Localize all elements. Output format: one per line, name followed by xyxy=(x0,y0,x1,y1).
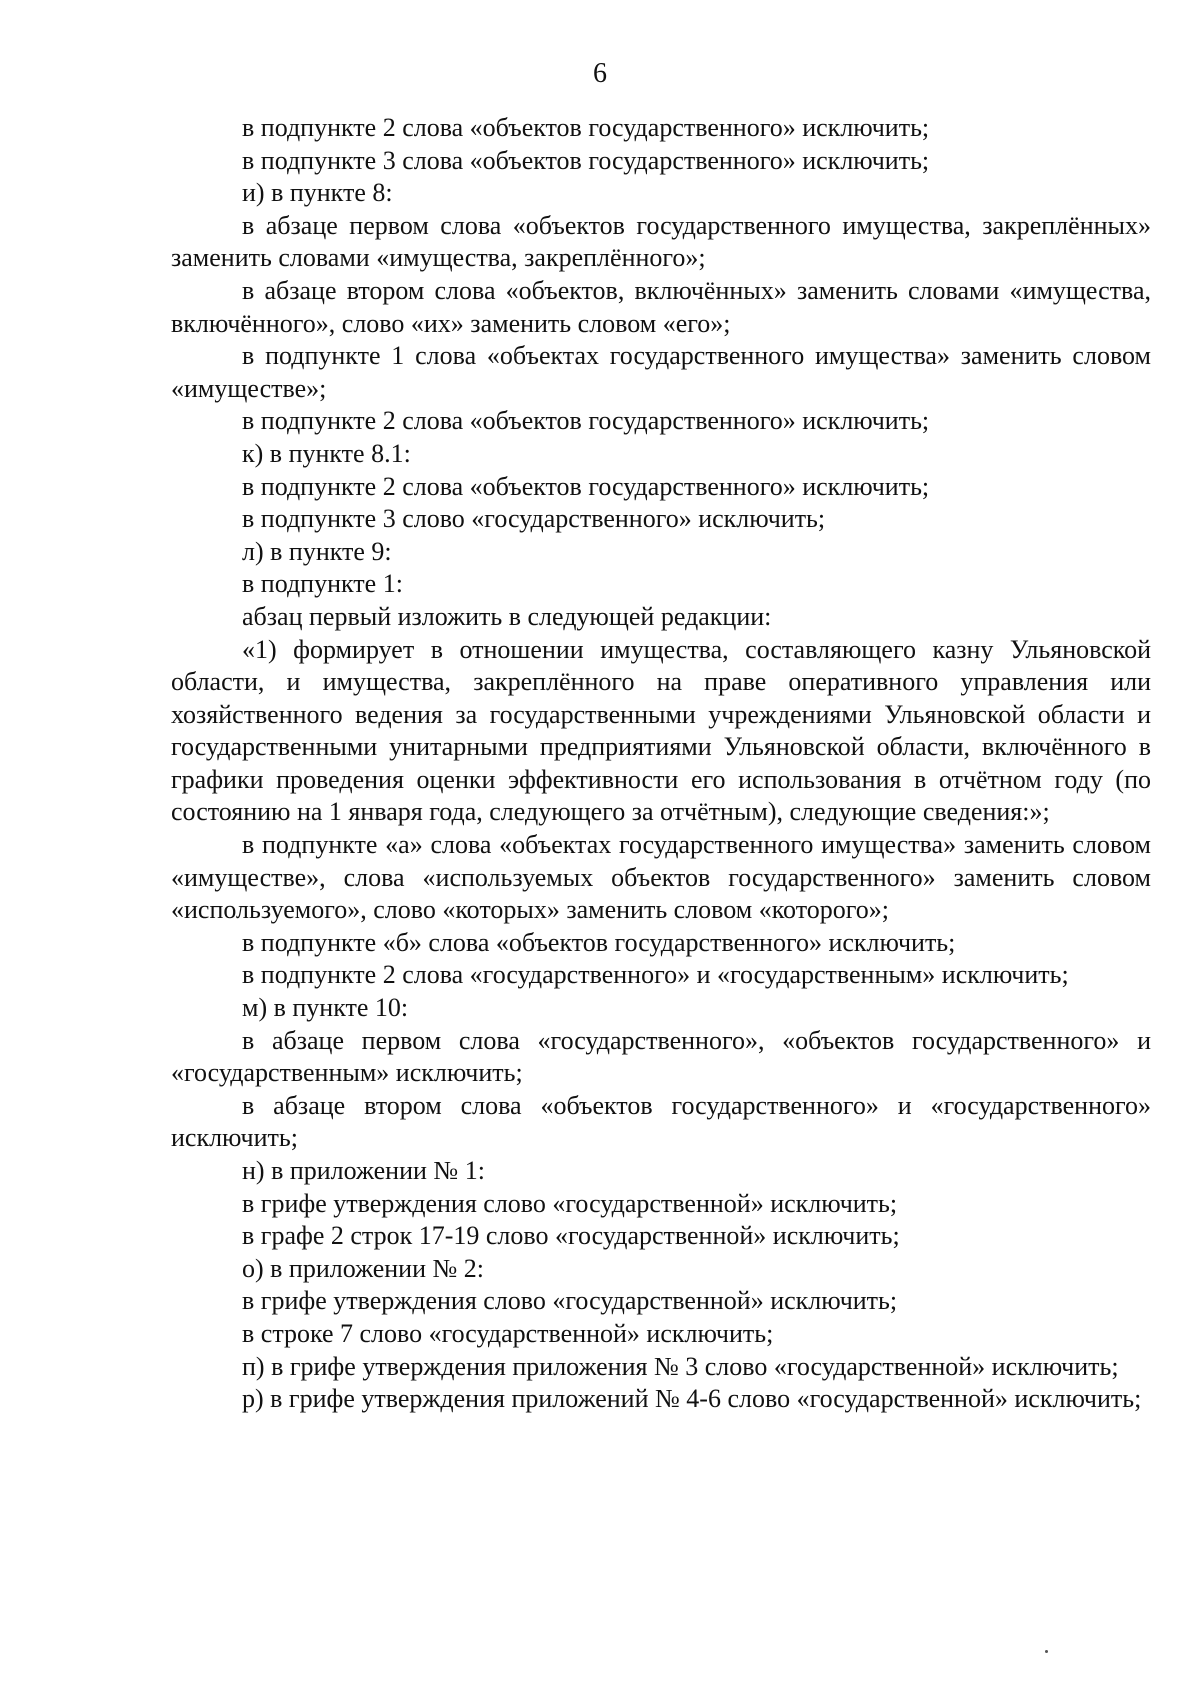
paragraph: в подпункте 2 слова «объектов государственного» исключить; xyxy=(242,113,930,142)
paragraph: в подпункте «а» слова «объектах государственного имущества» заменить словом «имуществе», слова «используемых объектов государственного» заменить словом «используемого», слово «которых» заменить словом «которого»; xyxy=(171,830,1151,925)
paragraph: в абзаце втором слова «объектов государственного» и «государственного» исключить; xyxy=(171,1090,1151,1153)
paragraph: в грифе утверждения слово «государственной» исключить; xyxy=(242,1188,898,1218)
paragraph: в подпункте 2 слова «государственного» и «государственным» исключить; xyxy=(242,960,1069,990)
paragraph: р) в грифе утверждения приложений № 4-6 слово «государственной» исключить; xyxy=(242,1384,1142,1414)
paragraph: в строке 7 слово «государственной» исключить; xyxy=(242,1318,774,1348)
paragraph: в подпункте 2 слова «объектов государственного» исключить; xyxy=(242,406,930,436)
paragraph: в абзаце втором слова «объектов, включённых» заменить словами «имущества, включённого», слово «их» заменить словом «его»; xyxy=(171,275,1151,338)
paragraph: к) в пункте 8.1: xyxy=(242,438,411,468)
paragraph: в графе 2 строк 17-19 слово «государственной» исключить; xyxy=(242,1221,900,1251)
paragraph: л) в пункте 9: xyxy=(242,536,392,566)
paragraph: «1) формирует в отношении имущества, составляющего казну Ульяновской области, и имущества, закреплённого на праве оперативного управления или хозяйственного ведения за государственными учреждениями Ульяновской области и государственными унитарными предприятиями Ульяновской области, включённого в графики проведения оценки эффективности его использования в отчётном году (по состоянию на 1 января года, следующего за отчётным), следующие сведения:»; xyxy=(171,634,1151,827)
paragraph: в подпункте 3 слово «государственного» исключить; xyxy=(242,504,826,534)
page-number: 6 xyxy=(593,58,607,89)
paragraph: п) в грифе утверждения приложения № 3 слово «государственной» исключить; xyxy=(242,1351,1119,1381)
paragraph: в подпункте 1: xyxy=(242,569,403,599)
paragraph: в грифе утверждения слово «государственной» исключить; xyxy=(242,1286,898,1316)
paragraph: абзац первый изложить в следующей редакции: xyxy=(242,601,772,631)
paragraph: м) в пункте 10: xyxy=(242,993,409,1023)
paragraph: н) в приложении № 1: xyxy=(242,1156,485,1185)
paragraph: в подпункте 3 слова «объектов государственного» исключить; xyxy=(242,145,930,175)
document-body xyxy=(171,112,1151,1416)
paragraph: в подпункте «б» слова «объектов государственного» исключить; xyxy=(242,927,956,957)
paragraph: в подпункте 1 слова «объектах государственного имущества» заменить словом «имуществе»; xyxy=(171,341,1151,403)
paragraph: в подпункте 2 слова «объектов государственного» исключить; xyxy=(242,471,930,501)
scan-speck xyxy=(1045,1650,1048,1653)
paragraph: в абзаце первом слова «объектов государственного имущества, закреплённых» заменить словами «имущества, закреплённого»; xyxy=(171,210,1151,273)
paragraph: о) в приложении № 2: xyxy=(242,1253,485,1283)
paragraph: в абзаце первом слова «государственного», «объектов государственного» и «государственным» исключить; xyxy=(171,1025,1151,1088)
paragraph: и) в пункте 8: xyxy=(242,178,393,208)
